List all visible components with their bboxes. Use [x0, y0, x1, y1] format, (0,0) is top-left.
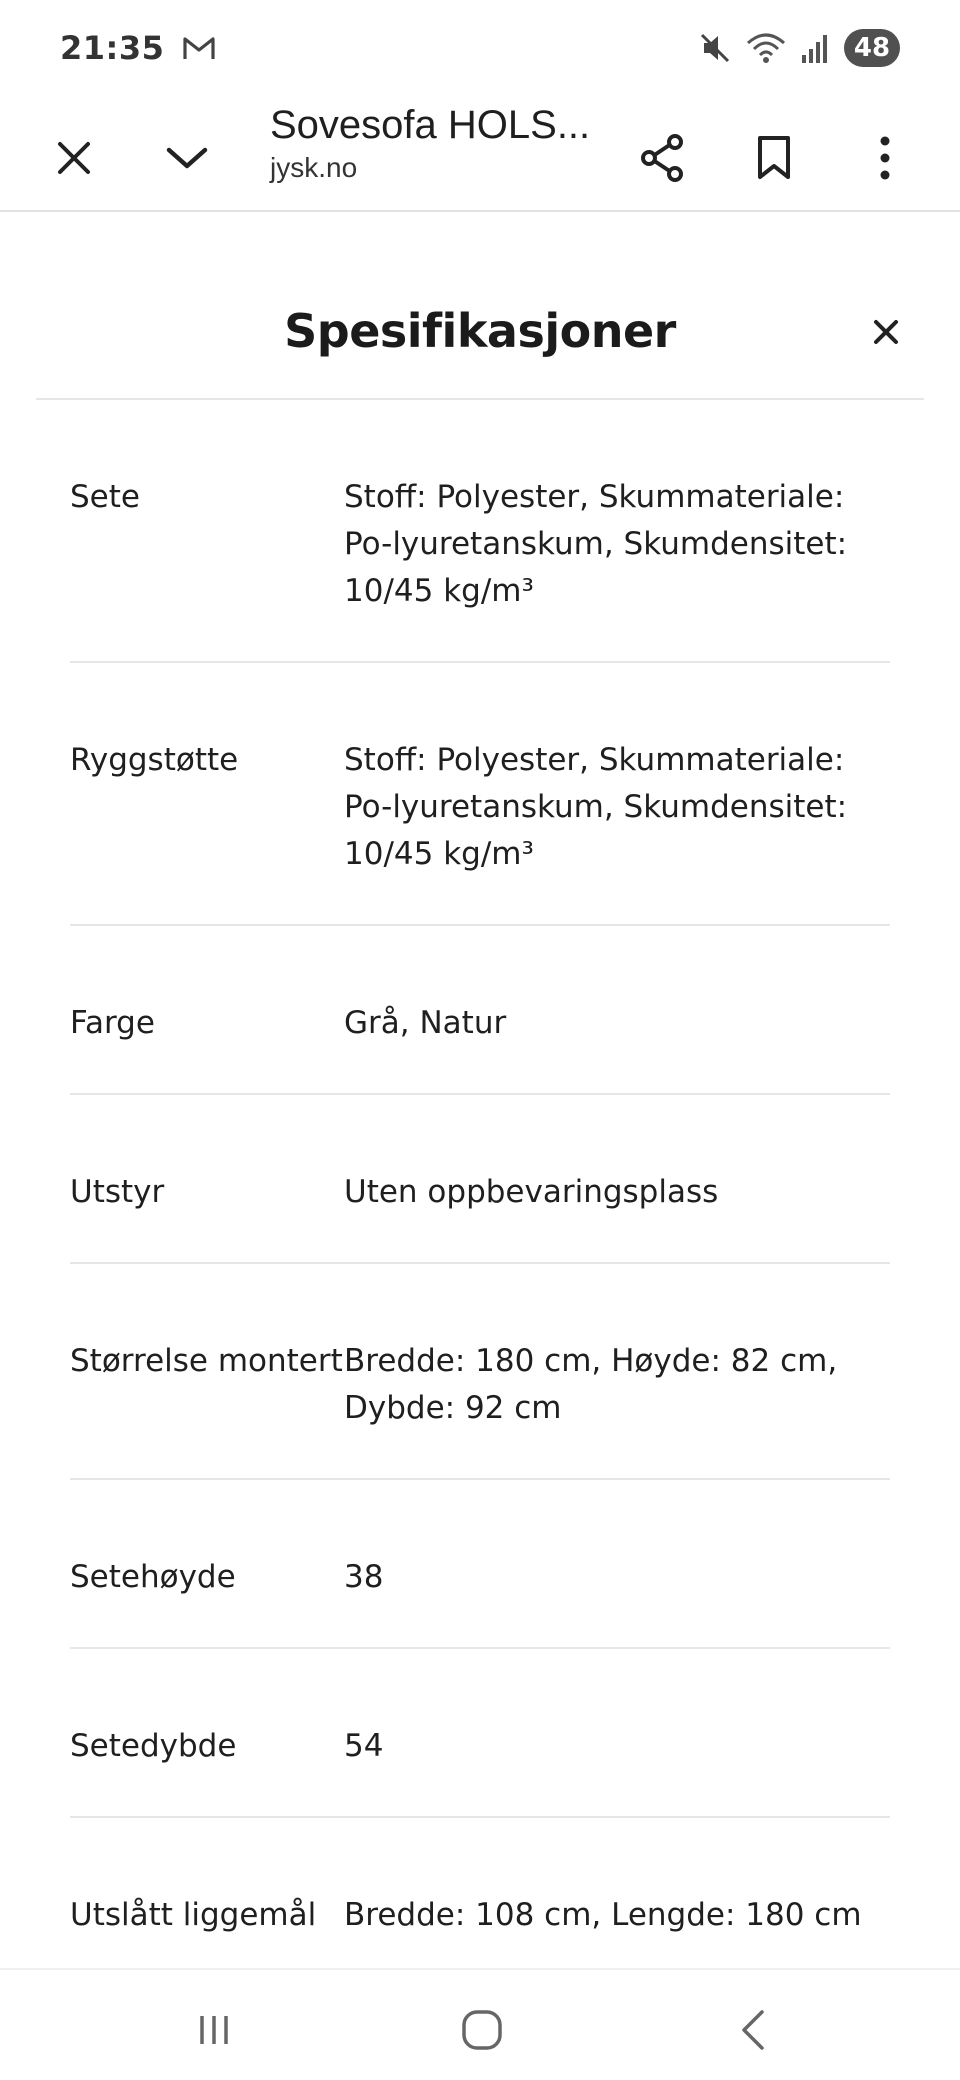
spec-list	[70, 400, 890, 1987]
status-bar	[0, 0, 960, 96]
spec-label: Setehøyde	[70, 1559, 236, 1595]
chevron-down-icon	[165, 144, 209, 172]
spec-row	[70, 926, 890, 1095]
spec-value: Stoff: Polyester, Skummateriale: Po-lyuretanskum, Skumdensitet: 10/45 kg/m³	[344, 742, 848, 872]
system-navigation-bar	[0, 1968, 960, 2080]
back-button[interactable]	[722, 2000, 782, 2060]
close-icon	[866, 312, 906, 352]
back-icon	[736, 2008, 768, 2052]
spec-value: 38	[344, 1559, 384, 1595]
battery-icon: 48	[844, 29, 900, 67]
browser-toolbar	[0, 96, 960, 212]
more-options-button[interactable]	[853, 126, 917, 190]
spec-row	[70, 1095, 890, 1264]
spec-row	[70, 1264, 890, 1480]
spec-value: Bredde: 180 cm, Høyde: 82 cm, Dybde: 92 cm	[344, 1343, 838, 1426]
spec-label: Setedybde	[70, 1728, 237, 1764]
spec-value: Uten oppbevaringsplass	[344, 1174, 719, 1210]
spec-value: 54	[344, 1728, 384, 1764]
recents-icon	[194, 2010, 234, 2050]
bookmark-button[interactable]	[742, 126, 806, 190]
spec-label: Utstyr	[70, 1174, 165, 1210]
gmail-icon	[182, 35, 216, 61]
signal-icon	[800, 31, 830, 65]
minimize-button[interactable]	[155, 126, 219, 190]
spec-row	[70, 400, 890, 663]
modal-close-button[interactable]	[866, 312, 906, 352]
share-button[interactable]	[631, 126, 695, 190]
bookmark-icon	[756, 135, 792, 181]
page-title-area[interactable]	[270, 102, 600, 184]
home-icon	[460, 2008, 504, 2052]
wifi-icon	[746, 31, 786, 65]
recents-button[interactable]	[184, 2000, 244, 2060]
spec-label: Ryggstøtte	[70, 742, 239, 778]
spec-label: Sete	[70, 479, 140, 515]
spec-label: Farge	[70, 1005, 155, 1041]
spec-row	[70, 1649, 890, 1818]
close-icon	[56, 140, 92, 176]
spec-row	[70, 663, 890, 926]
spec-row	[70, 1818, 890, 1987]
page-url: jysk.no	[270, 152, 358, 183]
mute-icon	[698, 31, 732, 65]
status-icons	[698, 29, 900, 67]
modal-title: Spesifikasjoner	[284, 304, 676, 358]
spec-value: Stoff: Polyester, Skummateriale: Po-lyuretanskum, Skumdensitet: 10/45 kg/m³	[344, 479, 848, 609]
status-time: 21:35	[60, 29, 165, 67]
modal-header	[36, 212, 924, 400]
spec-value: Grå, Natur	[344, 1005, 507, 1041]
spec-label: Utslått liggemål	[70, 1897, 317, 1933]
close-tab-button[interactable]	[42, 126, 106, 190]
page-title: Sovesofa HOLS...	[270, 103, 591, 147]
spec-value: Bredde: 108 cm, Lengde: 180 cm	[344, 1897, 862, 1933]
share-icon	[640, 133, 686, 183]
more-vert-icon	[879, 136, 891, 180]
home-button[interactable]	[452, 2000, 512, 2060]
spec-label: Størrelse montert	[70, 1343, 343, 1379]
spec-row	[70, 1480, 890, 1649]
